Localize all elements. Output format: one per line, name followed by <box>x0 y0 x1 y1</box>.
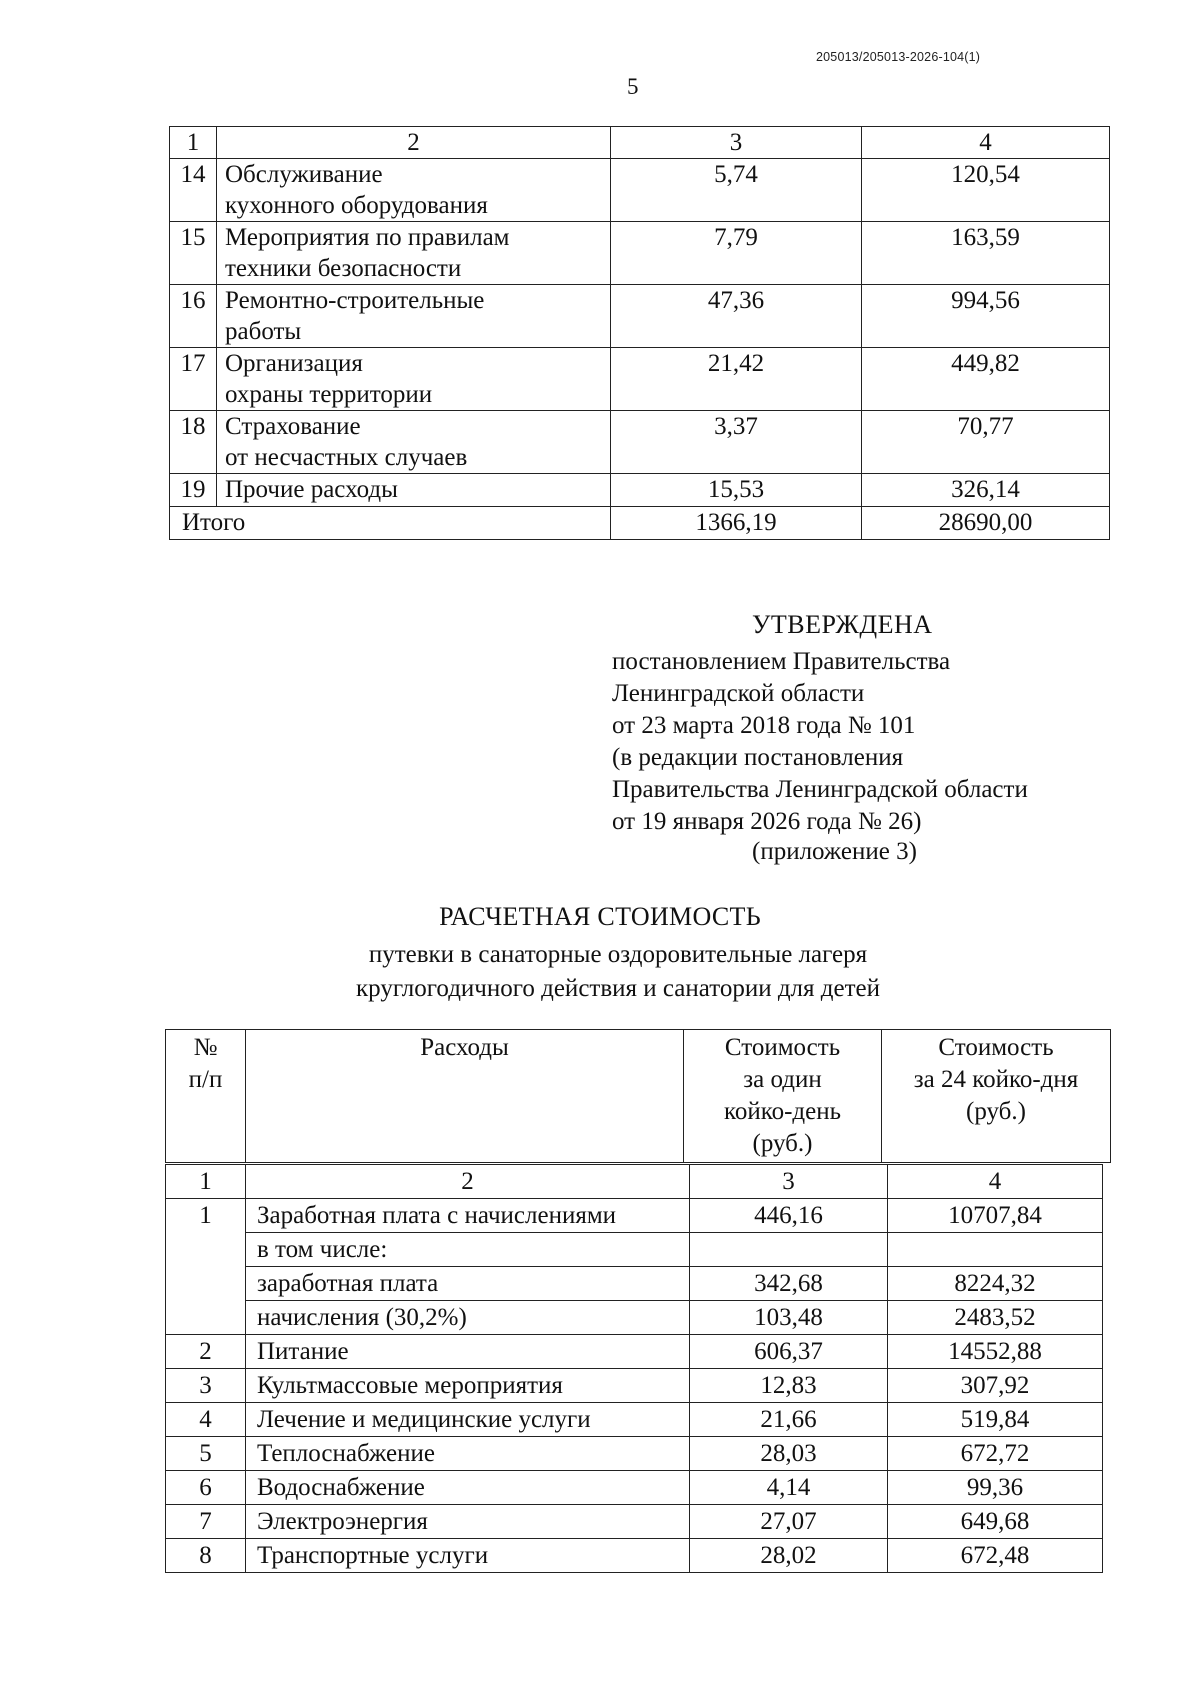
row-number: 2 <box>166 1335 246 1369</box>
cost-per-day: 103,48 <box>690 1301 888 1335</box>
cost-per-day: 47,36 <box>611 285 862 348</box>
table-row <box>170 222 1110 285</box>
expense-name: Теплоснабжение <box>246 1437 690 1471</box>
row-number: 5 <box>166 1437 246 1471</box>
header-cost-per-day: Стоимость за один койко-день (руб.) <box>684 1030 882 1163</box>
header-cost-total: Стоимость за 24 койко-дня (руб.) <box>882 1030 1111 1163</box>
total-per-day: 1366,19 <box>611 507 862 540</box>
column-number: 2 <box>246 1165 690 1199</box>
table-row <box>170 159 1110 222</box>
table-row <box>166 1403 1103 1437</box>
total-label: Итого <box>170 507 611 540</box>
row-number: 17 <box>170 348 217 411</box>
expenses-table-continuation <box>169 126 1110 540</box>
expense-name: в том числе: <box>246 1233 690 1267</box>
cost-total: 994,56 <box>862 285 1110 348</box>
cost-per-day: 7,79 <box>611 222 862 285</box>
cost-total: 672,72 <box>888 1437 1103 1471</box>
cost-per-day <box>690 1233 888 1267</box>
table-row <box>166 1199 1103 1233</box>
column-number-row <box>166 1165 1103 1199</box>
cost-total: 2483,52 <box>888 1301 1103 1335</box>
expense-name: заработная плата <box>246 1267 690 1301</box>
table-row <box>166 1267 1103 1301</box>
expense-name: Страхование от несчастных случаев <box>217 411 611 474</box>
cost-per-day: 12,83 <box>690 1369 888 1403</box>
table-row <box>166 1505 1103 1539</box>
cost-total: 14552,88 <box>888 1335 1103 1369</box>
cost-per-day: 28,03 <box>690 1437 888 1471</box>
table-row <box>166 1471 1103 1505</box>
column-number: 4 <box>888 1165 1103 1199</box>
expense-name: Лечение и медицинские услуги <box>246 1403 690 1437</box>
row-number: 19 <box>170 474 217 507</box>
cost-per-day: 5,74 <box>611 159 862 222</box>
row-number: 15 <box>170 222 217 285</box>
expense-name: Питание <box>246 1335 690 1369</box>
cost-per-day: 21,42 <box>611 348 862 411</box>
cost-per-day: 21,66 <box>690 1403 888 1437</box>
cost-total: 120,54 <box>862 159 1110 222</box>
expense-name: Электроэнергия <box>246 1505 690 1539</box>
table-row <box>166 1369 1103 1403</box>
cost-total: 649,68 <box>888 1505 1103 1539</box>
approval-text: постановлением Правительства Ленинградской области от 23 марта 2018 года № 101 (в редакции постановления Правительства Ленинградской области от 19 января 2026 года № 26) <box>612 648 1028 835</box>
page-number: 5 <box>627 74 639 99</box>
column-number: 3 <box>690 1165 888 1199</box>
table-row <box>166 1437 1103 1471</box>
header-row <box>166 1030 1111 1163</box>
table-row <box>166 1539 1103 1573</box>
row-number: 8 <box>166 1539 246 1573</box>
cost-total: 672,48 <box>888 1539 1103 1573</box>
expense-name: Организация охраны территории <box>217 348 611 411</box>
appendix-label: (приложение 3) <box>752 838 917 865</box>
cost-per-day: 4,14 <box>690 1471 888 1505</box>
cost-total <box>888 1233 1103 1267</box>
column-number: 1 <box>170 127 217 159</box>
expense-name: Заработная плата с начислениями <box>246 1199 690 1233</box>
expense-name: Ремонтно-строительные работы <box>217 285 611 348</box>
row-number: 16 <box>170 285 217 348</box>
table-row <box>166 1301 1103 1335</box>
cost-per-day: 28,02 <box>690 1539 888 1573</box>
expense-name: Транспортные услуги <box>246 1539 690 1573</box>
row-number: 4 <box>166 1403 246 1437</box>
cost-per-day: 3,37 <box>611 411 862 474</box>
column-number: 4 <box>862 127 1110 159</box>
cost-per-day: 15,53 <box>611 474 862 507</box>
row-number: 14 <box>170 159 217 222</box>
expense-name: Культмассовые мероприятия <box>246 1369 690 1403</box>
table-row <box>170 348 1110 411</box>
cost-total: 163,59 <box>862 222 1110 285</box>
table-row <box>166 1335 1103 1369</box>
table-row <box>166 1233 1103 1267</box>
cost-per-day: 606,37 <box>690 1335 888 1369</box>
row-number: 18 <box>170 411 217 474</box>
row-number: 3 <box>166 1369 246 1403</box>
document-title: РАСЧЕТНАЯ СТОИМОСТЬ <box>439 902 761 931</box>
cost-total: 8224,32 <box>888 1267 1103 1301</box>
cost-total: 326,14 <box>862 474 1110 507</box>
expense-name: начисления (30,2%) <box>246 1301 690 1335</box>
row-number: 6 <box>166 1471 246 1505</box>
document-code: 205013/205013-2026-104(1) <box>816 50 981 64</box>
column-number: 1 <box>166 1165 246 1199</box>
document-subtitle: путевки в санаторные оздоровительные лагеря круглогодичного действия и санатории для детей <box>356 941 880 1002</box>
expense-name: Мероприятия по правилам техники безопасности <box>217 222 611 285</box>
cost-total: 519,84 <box>888 1403 1103 1437</box>
cost-total: 10707,84 <box>888 1199 1103 1233</box>
header-expenses: Расходы <box>246 1030 684 1163</box>
total-sum: 28690,00 <box>862 507 1110 540</box>
row-number: 1 <box>166 1199 246 1335</box>
cost-total: 307,92 <box>888 1369 1103 1403</box>
total-row <box>170 507 1110 540</box>
column-number: 3 <box>611 127 862 159</box>
header-number: № п/п <box>166 1030 246 1163</box>
column-number-row <box>170 127 1110 159</box>
expense-name: Обслуживание кухонного оборудования <box>217 159 611 222</box>
cost-total: 99,36 <box>888 1471 1103 1505</box>
cost-per-day: 27,07 <box>690 1505 888 1539</box>
expense-name: Прочие расходы <box>217 474 611 507</box>
cost-per-day: 446,16 <box>690 1199 888 1233</box>
table-row <box>170 285 1110 348</box>
cost-total: 70,77 <box>862 411 1110 474</box>
cost-table-header <box>165 1029 1111 1163</box>
expense-name: Водоснабжение <box>246 1471 690 1505</box>
cost-per-day: 342,68 <box>690 1267 888 1301</box>
column-number: 2 <box>217 127 611 159</box>
approval-title: УТВЕРЖДЕНА <box>752 610 933 639</box>
row-number: 7 <box>166 1505 246 1539</box>
table-row <box>170 474 1110 507</box>
cost-total: 449,82 <box>862 348 1110 411</box>
table-row <box>170 411 1110 474</box>
cost-table <box>165 1164 1103 1573</box>
